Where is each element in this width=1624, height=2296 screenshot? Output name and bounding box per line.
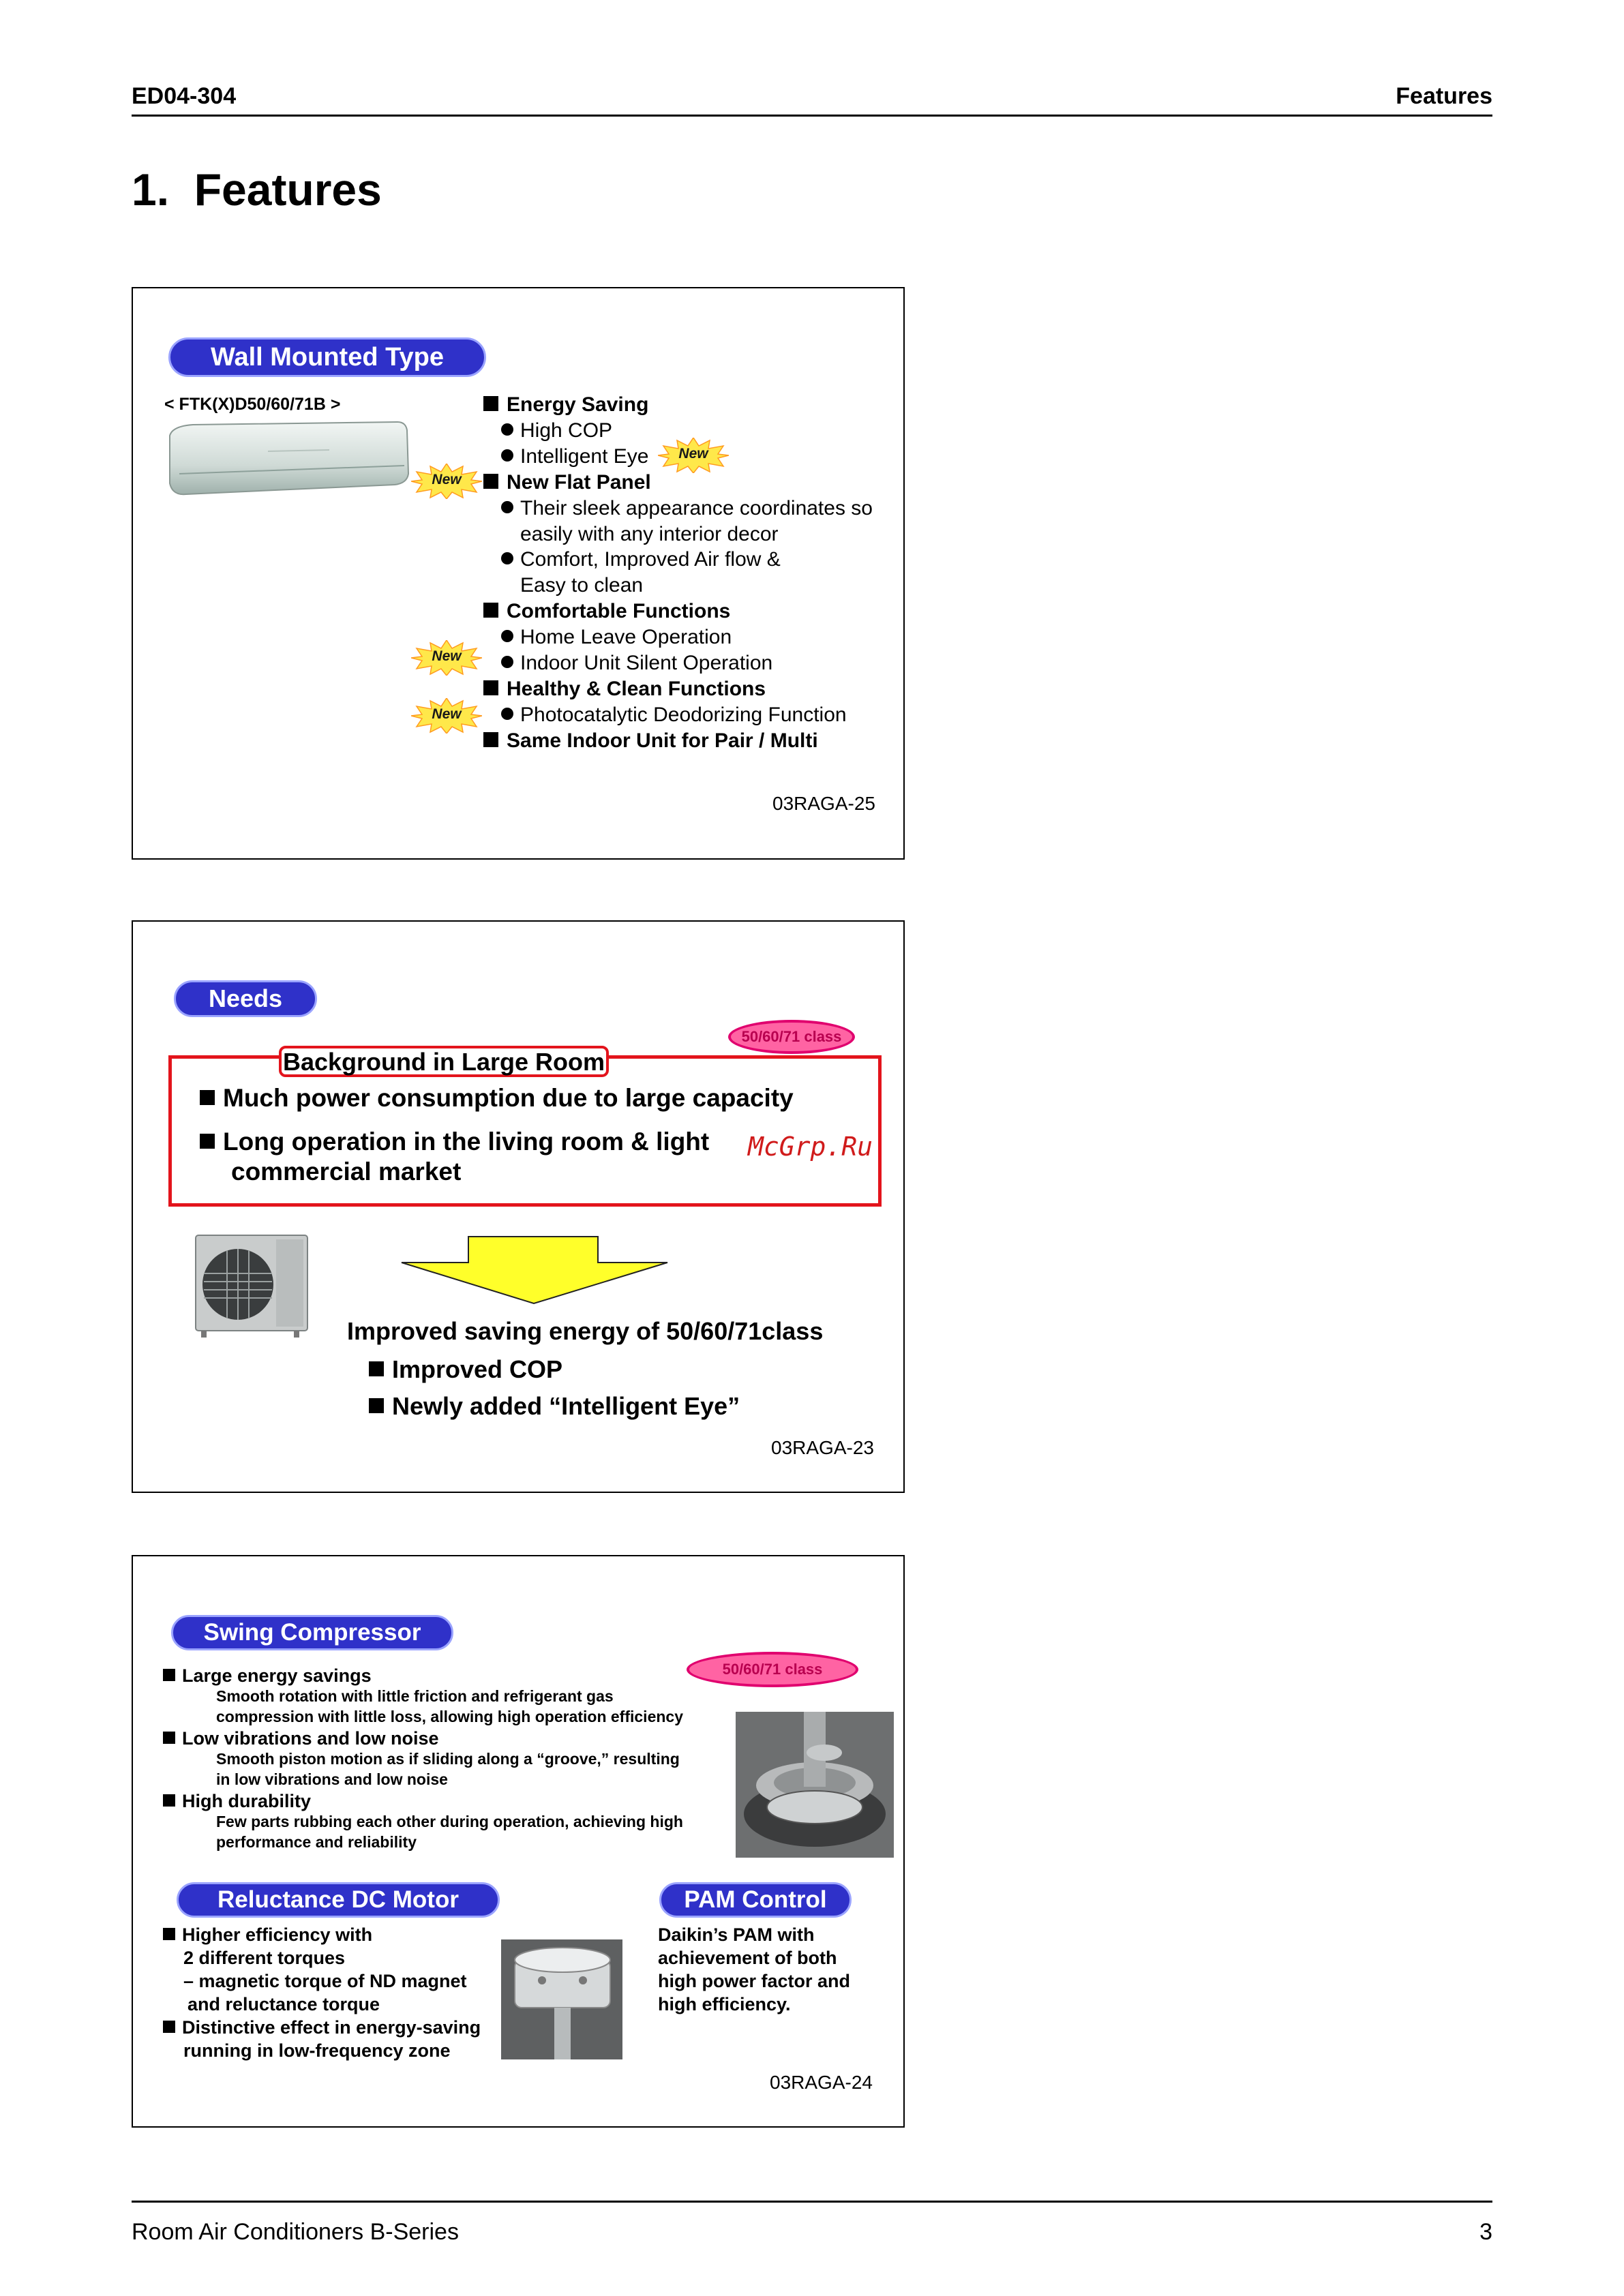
round-bullet-icon bbox=[501, 708, 513, 720]
motor-point-continuation: – magnetic torque of ND magnet bbox=[183, 1971, 467, 1991]
new-badge bbox=[411, 698, 482, 734]
square-bullet-icon bbox=[483, 732, 498, 747]
new-badge-label: New bbox=[678, 446, 708, 462]
round-bullet-icon bbox=[501, 501, 513, 513]
compressor-point-detail: Smooth piston motion as if sliding along a “groove,” resulting bbox=[216, 1750, 680, 1768]
feature-heading: Energy Saving bbox=[483, 393, 648, 417]
result-title: Improved saving energy of 50/60/71class bbox=[347, 1317, 824, 1345]
section-name: Features bbox=[1396, 83, 1492, 109]
round-bullet-icon bbox=[501, 630, 513, 642]
compressor-point-heading: Low vibrations and low noise bbox=[163, 1728, 439, 1749]
round-bullet-icon bbox=[501, 656, 513, 668]
compressor-point-heading: Large energy savings bbox=[163, 1665, 372, 1687]
square-bullet-icon bbox=[163, 1928, 175, 1940]
new-badge-label: New bbox=[432, 648, 462, 664]
new-badge bbox=[411, 640, 482, 676]
new-badge bbox=[411, 464, 482, 499]
square-bullet-icon bbox=[200, 1134, 215, 1149]
class-badge: 50/60/71 class bbox=[728, 1020, 855, 1054]
new-badge-label: New bbox=[432, 706, 462, 722]
swing-compressor-pill: Swing Compressor bbox=[171, 1615, 453, 1650]
compressor-image bbox=[736, 1712, 894, 1858]
slide-code: 03RAGA-25 bbox=[772, 793, 875, 814]
feature-bullet: High COP bbox=[501, 419, 612, 442]
slide-code: 03RAGA-23 bbox=[771, 1437, 874, 1458]
page-title: 1. Features bbox=[132, 164, 382, 215]
slide-compressor bbox=[132, 1555, 905, 2128]
result-item: Improved COP bbox=[369, 1355, 562, 1384]
outdoor-unit-image bbox=[194, 1233, 310, 1339]
round-bullet-icon bbox=[501, 449, 513, 462]
down-arrow-icon bbox=[400, 1235, 670, 1306]
pam-line: achievement of both bbox=[658, 1948, 837, 1968]
page-number: 3 bbox=[1479, 2219, 1492, 2245]
needs-pill: Needs bbox=[174, 980, 317, 1017]
footer-title: Room Air Conditioners B-Series bbox=[132, 2219, 459, 2245]
indoor-unit-image bbox=[166, 421, 410, 498]
square-bullet-icon bbox=[200, 1090, 215, 1105]
motor-point: Higher efficiency with bbox=[163, 1924, 372, 1946]
pam-control-pill: PAM Control bbox=[659, 1882, 852, 1918]
pam-line: high power factor and bbox=[658, 1971, 851, 1991]
watermark: McGrp.Ru bbox=[748, 1132, 873, 1162]
need-item-continuation: commercial market bbox=[231, 1158, 462, 1185]
motor-point: Distinctive effect in energy-saving bbox=[163, 2017, 481, 2038]
motor-point-continuation: running in low-frequency zone bbox=[183, 2040, 451, 2061]
feature-bullet: Home Leave Operation bbox=[501, 626, 732, 649]
compressor-point-detail: Few parts rubbing each other during operation, achieving high bbox=[216, 1813, 683, 1830]
feature-heading: Comfortable Functions bbox=[483, 600, 730, 623]
feature-bullet: Indoor Unit Silent Operation bbox=[501, 652, 772, 675]
pam-line: Daikin’s PAM with bbox=[658, 1924, 815, 1945]
square-bullet-icon bbox=[163, 1794, 175, 1807]
pam-line: high efficiency. bbox=[658, 1994, 791, 2014]
need-item: Much power consumption due to large capacity bbox=[200, 1084, 794, 1113]
model-label: < FTK(X)D50/60/71B > bbox=[164, 395, 341, 414]
feature-heading: New Flat Panel bbox=[483, 471, 651, 494]
compressor-point-detail: performance and reliability bbox=[216, 1833, 417, 1851]
motor-point-continuation: 2 different torques bbox=[183, 1948, 346, 1968]
new-badge-label: New bbox=[432, 472, 462, 487]
feature-bullet: Intelligent Eye bbox=[501, 445, 648, 468]
new-badge bbox=[658, 438, 729, 473]
motor-image bbox=[501, 1939, 622, 2059]
round-bullet-icon bbox=[501, 423, 513, 436]
feature-bullet: Photocatalytic Deodorizing Function bbox=[501, 704, 847, 727]
square-bullet-icon bbox=[163, 1669, 175, 1681]
square-bullet-icon bbox=[369, 1361, 384, 1376]
square-bullet-icon bbox=[369, 1398, 384, 1413]
feature-bullet-continuation: easily with any interior decor bbox=[520, 522, 779, 545]
compressor-point-detail: in low vibrations and low noise bbox=[216, 1770, 448, 1788]
square-bullet-icon bbox=[483, 680, 498, 695]
class-badge: 50/60/71 class bbox=[687, 1652, 858, 1687]
feature-heading: Healthy & Clean Functions bbox=[483, 678, 766, 701]
feature-bullet: Comfort, Improved Air flow & bbox=[501, 548, 781, 571]
square-bullet-icon bbox=[483, 396, 498, 411]
slide-wall-mounted bbox=[132, 287, 905, 860]
motor-point-continuation: and reluctance torque bbox=[187, 1994, 380, 2014]
slide-code: 03RAGA-24 bbox=[770, 2072, 873, 2093]
footer-rule bbox=[132, 2201, 1492, 2203]
result-item: Newly added “Intelligent Eye” bbox=[369, 1392, 740, 1421]
header-rule bbox=[132, 115, 1492, 117]
compressor-point-detail: compression with little loss, allowing high operation efficiency bbox=[216, 1708, 683, 1725]
need-item: Long operation in the living room & light bbox=[200, 1128, 709, 1156]
square-bullet-icon bbox=[163, 1732, 175, 1744]
feature-bullet-continuation: Easy to clean bbox=[520, 574, 644, 597]
feature-heading: Same Indoor Unit for Pair / Multi bbox=[483, 729, 818, 753]
square-bullet-icon bbox=[483, 603, 498, 618]
round-bullet-icon bbox=[501, 552, 513, 564]
square-bullet-icon bbox=[163, 2021, 175, 2033]
square-bullet-icon bbox=[483, 474, 498, 489]
wall-mounted-pill: Wall Mounted Type bbox=[168, 337, 486, 377]
doc-code: ED04-304 bbox=[132, 83, 237, 109]
compressor-point-detail: Smooth rotation with little friction and refrigerant gas bbox=[216, 1687, 614, 1705]
compressor-point-heading: High durability bbox=[163, 1791, 311, 1812]
feature-bullet: Their sleek appearance coordinates so bbox=[501, 497, 873, 520]
slide-needs bbox=[132, 920, 905, 1493]
reluctance-motor-pill: Reluctance DC Motor bbox=[177, 1882, 500, 1918]
background-box-title: Background in Large Room bbox=[279, 1046, 609, 1077]
